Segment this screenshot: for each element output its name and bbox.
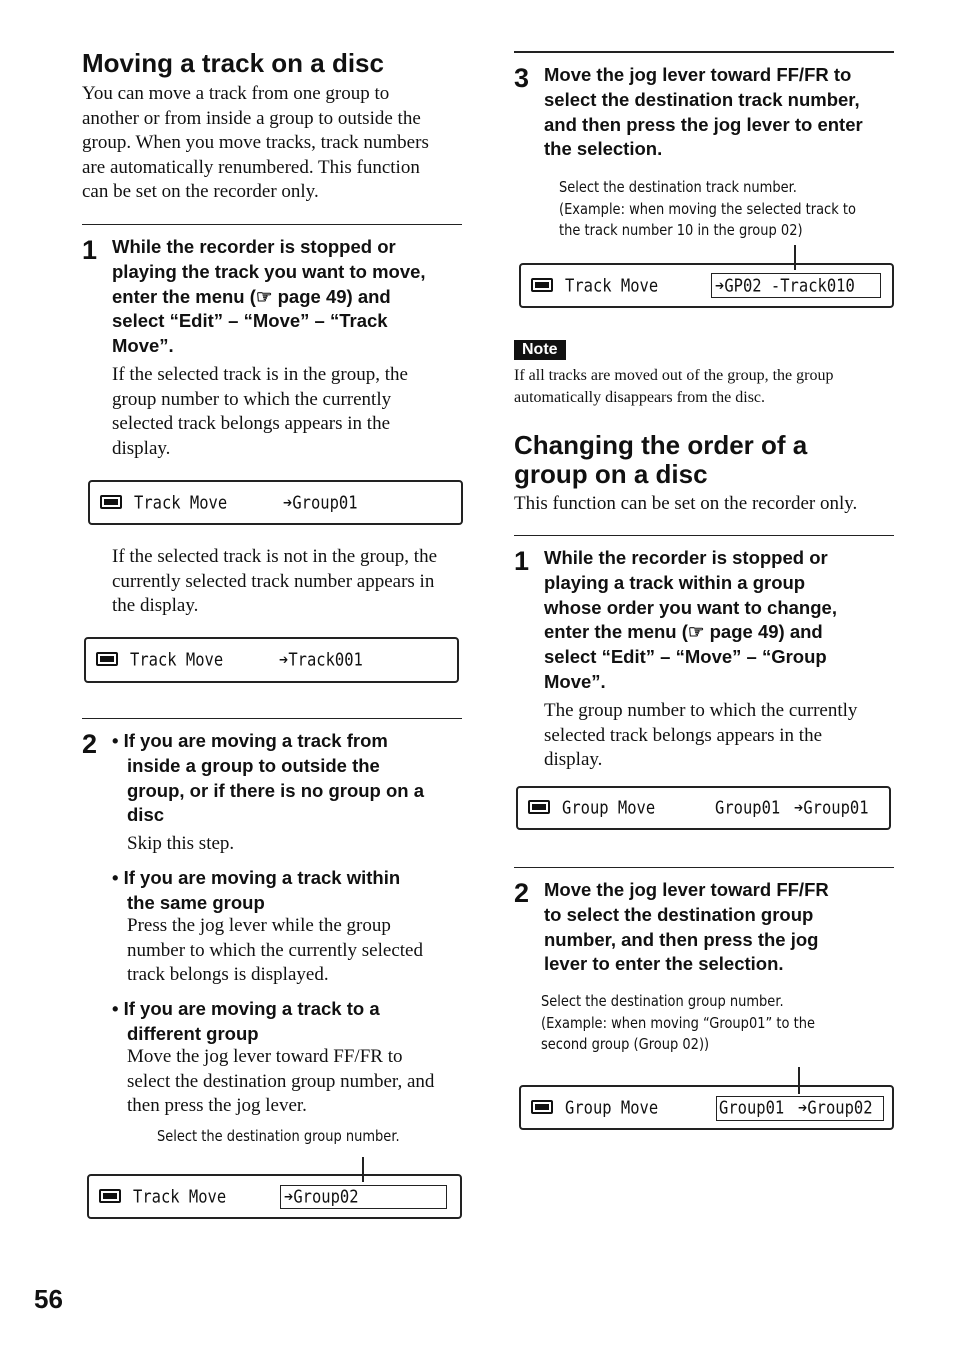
lcd-display — [84, 637, 459, 683]
lcd-display — [516, 786, 891, 830]
text-line: Move”. — [112, 335, 174, 357]
text-line: playing a track within a group — [544, 571, 806, 593]
lcd-label: Track Move — [130, 649, 224, 671]
text-line: number, and then press the jog — [544, 928, 819, 950]
text-line: enter the menu (☞ page 49) and — [544, 621, 823, 643]
disc-icon — [99, 1189, 121, 1203]
text-line: display. — [544, 749, 603, 770]
lcd-value: ➔Group01 — [794, 797, 869, 819]
lcd-label: Group Move — [565, 1097, 659, 1118]
text-line: enter the menu (☞ page 49) and — [112, 285, 391, 307]
lcd-value: Group01 — [715, 797, 781, 819]
text-line: the display. — [112, 595, 199, 616]
text-line: group on a disc — [514, 459, 708, 489]
disc-icon — [531, 1100, 553, 1114]
text-line: Move”. — [544, 670, 606, 692]
bullet-body: Skip this step. — [127, 833, 235, 854]
text-line: whose order you want to change, — [544, 596, 837, 618]
step-description — [544, 699, 857, 773]
text-line: selected track belongs appears in the — [544, 724, 823, 746]
section-title: Moving a track on a disc — [82, 48, 384, 78]
text-line: to select the destination group — [544, 903, 814, 925]
lcd-value: ➔Track001 — [279, 649, 363, 671]
text-line: another or from inside a group to outside the — [82, 107, 421, 129]
text-line: group, or if there is no group on a — [127, 779, 425, 801]
note-badge: Note — [514, 340, 566, 360]
text-line: (Example: when moving “Group01” to the — [541, 1013, 815, 1032]
text-line: Press the jog lever while the group — [127, 915, 391, 936]
text-line: lever to enter the selection. — [544, 953, 784, 975]
lcd-label: Track Move — [565, 275, 659, 296]
note-text — [514, 365, 833, 409]
text-line: playing the track you want to move, — [112, 260, 426, 282]
lcd-value: Group01 — [719, 1097, 785, 1118]
divider — [514, 535, 894, 536]
text-line: selected track belongs appears in the — [112, 413, 391, 434]
step-description — [112, 363, 408, 461]
text-line: and then press the jog lever to enter — [544, 113, 863, 135]
page-number: 56 — [34, 1284, 63, 1314]
lcd-label: Track Move — [134, 492, 228, 513]
lcd-label: Track Move — [133, 1186, 227, 1207]
text-line: Select the destination track number. — [559, 178, 797, 196]
step-description — [112, 545, 437, 619]
text-line: number to which the currently selected — [127, 939, 423, 961]
divider — [82, 224, 462, 225]
text-line: select “Edit” – “Move” – “Track — [112, 310, 388, 332]
text-line: Move the jog lever toward FF/FR to — [544, 64, 852, 85]
bullet-heading — [112, 997, 380, 1047]
text-line: the selection. — [544, 138, 663, 160]
lcd-value: ➔Group01 — [283, 492, 358, 513]
text-line: If the selected track is not in the group, the — [112, 546, 438, 567]
text-line: inside a group to outside the — [127, 754, 380, 776]
text-line: then press the jog lever. — [127, 1095, 307, 1116]
lcd-display — [519, 1085, 894, 1130]
text-line: different group — [127, 1022, 259, 1044]
text-line: group number to which the currently — [112, 388, 392, 410]
divider — [82, 718, 462, 719]
disc-icon — [531, 278, 553, 292]
step-instruction — [544, 878, 829, 977]
text-line: You can move a track from one group to — [82, 83, 390, 104]
intro-paragraph: This function can be set on the recorder only. — [514, 493, 858, 514]
text-line: second group (Group 02)) — [541, 1035, 710, 1053]
bullet-body — [127, 1045, 434, 1119]
figure-caption — [541, 991, 815, 1056]
text-line: • If you are moving a track from — [112, 730, 388, 751]
step-number: 2 — [82, 729, 98, 759]
lcd-value: ➔GP02 -Track010 — [715, 275, 855, 296]
text-line: While the recorder is stopped or — [544, 547, 828, 568]
disc-icon — [528, 800, 550, 814]
step-number: 1 — [82, 235, 98, 265]
text-line: group. When you move tracks, track numbers — [82, 132, 429, 153]
step-number: 3 — [514, 63, 530, 93]
lcd-display — [87, 1174, 462, 1219]
lcd-value: ➔Group02 — [284, 1186, 359, 1207]
text-line: While the recorder is stopped or — [112, 236, 396, 257]
text-line: automatically disappears from the disc. — [514, 389, 766, 406]
text-line: • If you are moving a track to a — [112, 998, 380, 1019]
disc-icon — [100, 495, 122, 509]
divider — [514, 867, 894, 868]
text-line: the same group — [127, 891, 265, 913]
text-line: If the selected track is in the group, the — [112, 364, 408, 385]
text-line: select “Edit” – “Move” – “Group — [544, 646, 827, 668]
text-line: The group number to which the currently — [544, 700, 858, 721]
figure-caption: Select the destination group number. — [157, 1127, 400, 1145]
text-line: • If you are moving a track within — [112, 867, 401, 888]
text-line: track belongs is displayed. — [127, 964, 329, 985]
bullet-heading — [112, 866, 400, 916]
text-line: select the destination group number, and — [127, 1070, 435, 1092]
text-line: Move the jog lever toward FF/FR to — [127, 1046, 403, 1067]
text-line: Select the destination group number. — [541, 992, 784, 1010]
text-line: Move the jog lever toward FF/FR — [544, 879, 829, 900]
bullet-body — [127, 914, 423, 988]
lcd-value: ➔Group02 — [798, 1097, 873, 1118]
step-number: 1 — [514, 546, 530, 576]
intro-paragraph — [82, 82, 429, 205]
text-line: currently selected track number appears in — [112, 570, 435, 592]
section-title — [514, 431, 807, 489]
text-line: If all tracks are moved out of the group, the group — [514, 367, 834, 384]
text-line: the track number 10 in the group 02) — [559, 221, 803, 239]
figure-caption — [559, 177, 856, 242]
text-line: disc — [127, 804, 165, 826]
divider — [514, 51, 894, 53]
step-instruction — [544, 63, 863, 162]
text-line: (Example: when moving the selected track to — [559, 199, 856, 218]
bullet-heading — [112, 729, 424, 828]
lcd-display — [519, 263, 894, 308]
step-instruction — [544, 546, 837, 695]
text-line: Changing the order of a — [514, 430, 808, 460]
step-instruction — [112, 235, 426, 359]
step-number: 2 — [514, 878, 530, 908]
disc-icon — [96, 652, 118, 666]
text-line: display. — [112, 437, 171, 459]
text-line: are automatically renumbered. This function — [82, 156, 420, 178]
text-line: select the destination track number, — [544, 88, 860, 110]
lcd-label: Group Move — [562, 797, 656, 819]
lcd-display — [88, 480, 463, 525]
text-line: can be set on the recorder only. — [82, 181, 319, 202]
